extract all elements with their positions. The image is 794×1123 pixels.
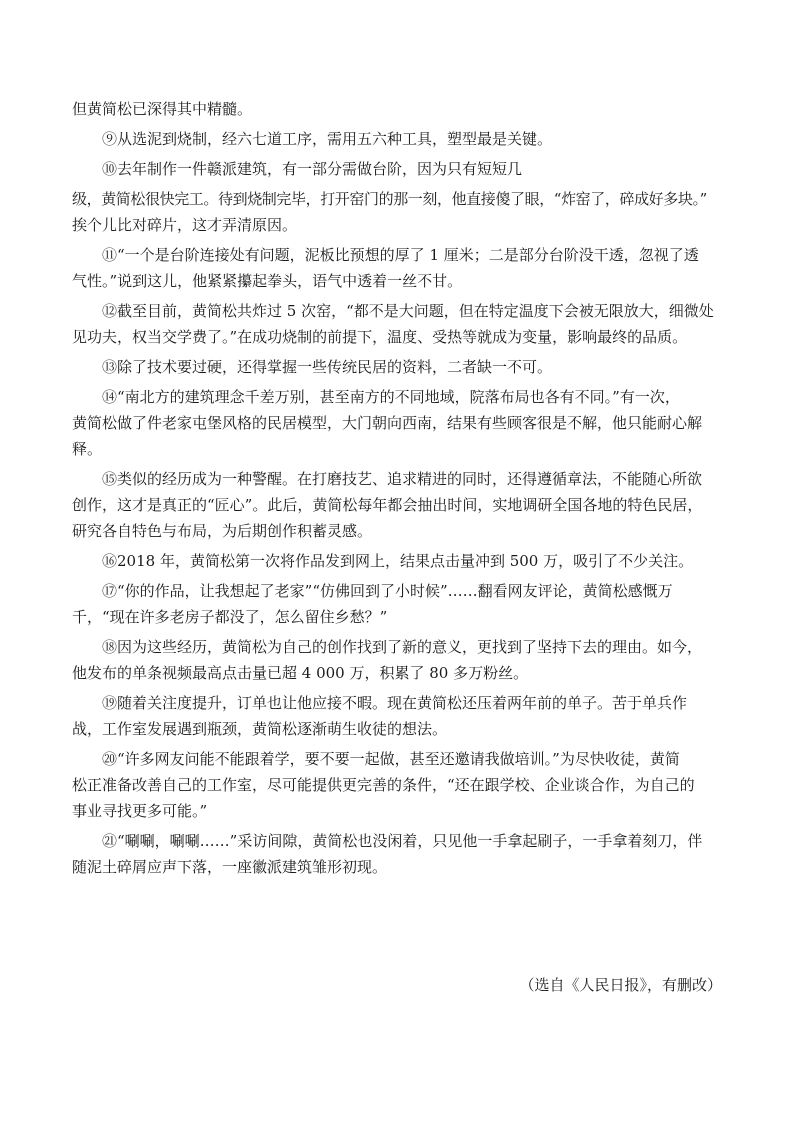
text-line: 战，工作室发展遇到瓶颈，黄简松逐渐萌生收徒的想法。 bbox=[72, 720, 448, 738]
paragraph-11: ⑪“一个是台阶连接处有问题，泥板比预想的厚了 1 厘米；二是部分台阶没干透，忽视了透 bbox=[102, 246, 699, 264]
text-line: 事业寻找更多可能。” bbox=[72, 802, 208, 820]
text-line: 研究各自特色与布局，为后期创作积蓄灵感。 bbox=[72, 522, 373, 540]
paragraph-14: ⑭“南北方的建筑理念千差万别，甚至南方的不同地域，院落布局也各有不同。”有一次， bbox=[102, 388, 680, 406]
paragraph-17: ⑰“你的作品，让我想起了老家”“仿佛回到了小时候”……翻看网友评论，黄简松感慨万 bbox=[102, 582, 673, 600]
text-line: 他发布的单条视频最高点击量已超 4 000 万，积累了 80 多万粉丝。 bbox=[72, 664, 529, 682]
paragraph-13: ⑬除了技术要过硬，还得掌握一些传统民居的资料，二者缺一不可。 bbox=[102, 358, 553, 376]
text-line: 创作，这才是真正的“匠心”。此后，黄简松每年都会抽出时间，实地调研全国各地的特色民居， bbox=[72, 496, 703, 514]
text-line: 随泥土碎屑应声下落，一座徽派建筑雏形初现。 bbox=[72, 858, 388, 876]
paragraph-12: ⑫截至目前，黄简松共炸过 5 次窑，“都不是大问题，但在特定温度下会被无限放大，细微处 bbox=[102, 302, 714, 320]
text-line: 松正准备改善自己的工作室，尽可能提供更完善的条件，“还在跟学校、企业谈合作，为自己的 bbox=[72, 776, 695, 794]
text-line: 级，黄简松很快完工。待到烧制完毕，打开窑门的那一刻，他直接傻了眼，“炸窑了，碎成好多块。” bbox=[72, 190, 707, 208]
source-citation: （选自《人民日报》，有删改） bbox=[519, 976, 722, 994]
paragraph-18: ⑱因为这些经历，黄简松为自己的创作找到了新的意义，更找到了坚持下去的理由。如今， bbox=[102, 638, 703, 656]
text-line: 释。 bbox=[72, 440, 103, 458]
article-body bbox=[72, 96, 724, 880]
paragraph-20: ⑳“许多网友问能不能跟着学，要不要一起做，甚至还邀请我做培训。”为尽快收徒，黄简 bbox=[102, 750, 680, 768]
text-line: 气性。”说到这儿，他紧紧攥起拳头，语气中透着一丝不甘。 bbox=[72, 272, 463, 290]
paragraph-19: ⑲随着关注度提升，订单也让他应接不暇。现在黄简松还压着两年前的单子。苦于单兵作 bbox=[102, 694, 688, 712]
paragraph-9: ⑨从选泥到烧制，经六七道工序，需用五六种工具，塑型最是关键。 bbox=[102, 130, 553, 148]
paragraph-15: ⑮类似的经历成为一种警醒。在打磨技艺、追求精进的同时，还得遵循章法，不能随心所欲 bbox=[102, 470, 703, 488]
paragraph-16: ⑯2018 年，黄简松第一次将作品发到网上，结果点击量冲到 500 万，吸引了不少关注。 bbox=[102, 552, 694, 570]
paragraph-21: ㉑“唰唰，唰唰……”采访间隙，黄简松也没闲着，只见他一手拿起刷子，一手拿着刻刀，伴 bbox=[102, 832, 703, 850]
text-line: 挨个儿比对碎片，这才弄清原因。 bbox=[72, 216, 298, 234]
text-line: 但黄简松已深得其中精髓。 bbox=[72, 100, 253, 118]
text-line: 黄简松做了件老家屯堡风格的民居模型，大门朝向西南，结果有些顾客很是不解，他只能耐心解 bbox=[72, 414, 703, 432]
paragraph-10: ⑩去年制作一件赣派建筑，有一部分需做台阶，因为只有短短几 bbox=[102, 160, 523, 178]
text-line: 千，“现在许多老房子都没了，怎么留住乡愁？” bbox=[72, 608, 388, 626]
text-line: 见功夫，权当交学费了。”在成功烧制的前提下，温度、受热等就成为变量，影响最终的品质。 bbox=[72, 328, 688, 346]
